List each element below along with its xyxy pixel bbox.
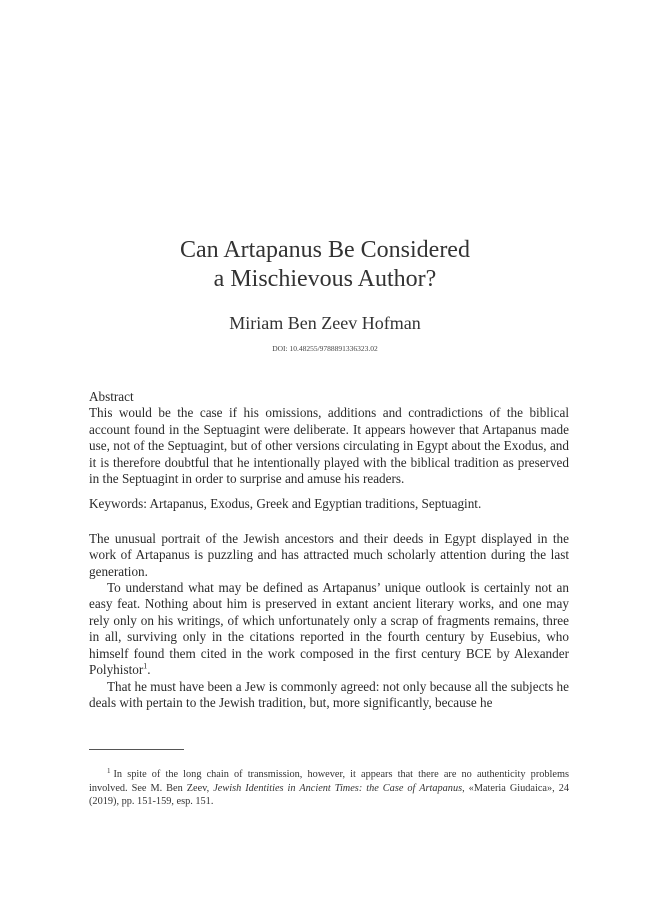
footnote-cited-title: Jewish Identities in Ancient Times: the Case of Artapanus [213, 782, 463, 794]
footnote-text-before: In spite of the long chain of transmission, however, it appears that there are no authenticity problems involved. See M. Ben Zeev, [89, 769, 569, 794]
paragraph-1: The unusual portrait of the Jewish ancestors and their deeds in Egypt displayed in the work of Artapanus is puzzling and has attracted much scholarly attention during the last generation. [89, 530, 569, 579]
abstract-heading: Abstract [89, 389, 134, 404]
paragraph-2 [89, 580, 569, 678]
paragraph-2-end: . [147, 662, 151, 678]
body-text [89, 389, 569, 711]
footnote-mark: 1 [107, 766, 111, 775]
author-name: Miriam Ben Zeev Hofman [229, 313, 421, 333]
footnote-text-after: , «Materia Giudaica», 24 (2019), pp. 151-159, esp. 151. [89, 782, 569, 808]
title-line-1: Can Artapanus Be Considered [180, 237, 470, 263]
title-line-2: a Mischievous Author? [213, 266, 437, 292]
doi: DOI: 10.48255/9788891336323.02 [272, 344, 378, 353]
paragraph-3: That he must have been a Jew is commonly agreed: not only because all the subjects he deals with pertain to the Jewish tradition, but, more significantly, because he [89, 678, 569, 710]
abstract-text: This would be the case if his omissions, additions and contradictions of the biblical account found in the Septuagint were deliberate. It appears however that Artapanus made use, not of the Septuagint, but of other versions circulating in Egypt about the Exodus, and it is therefore doubtful that he intentionally played with the biblical tradition as preserved in the Septuagint in order to surprise and amuse his readers. [89, 405, 569, 487]
keywords: Keywords: Artapanus, Exodus, Greek and Egyptian traditions, Septuagint. [89, 496, 482, 512]
footnote-divider [89, 749, 184, 750]
footnote-1 [89, 768, 569, 809]
paragraph-2-text: To understand what may be defined as Artapanus’ unique outlook is certainly not an easy feat. Nothing about him is preserved in extant ancient literary works, and one may rely only on his writings, of which unfortunately only a scrap of fragments remains, three in all, surviving only in the citations reported in the fourth century by Eusebius, who himself found them cited in the work composed in the first century BCE by Alexander Polyhistor [89, 580, 569, 678]
paper-title [0, 236, 650, 294]
footnote-ref-1[interactable]: 1 [143, 661, 148, 671]
